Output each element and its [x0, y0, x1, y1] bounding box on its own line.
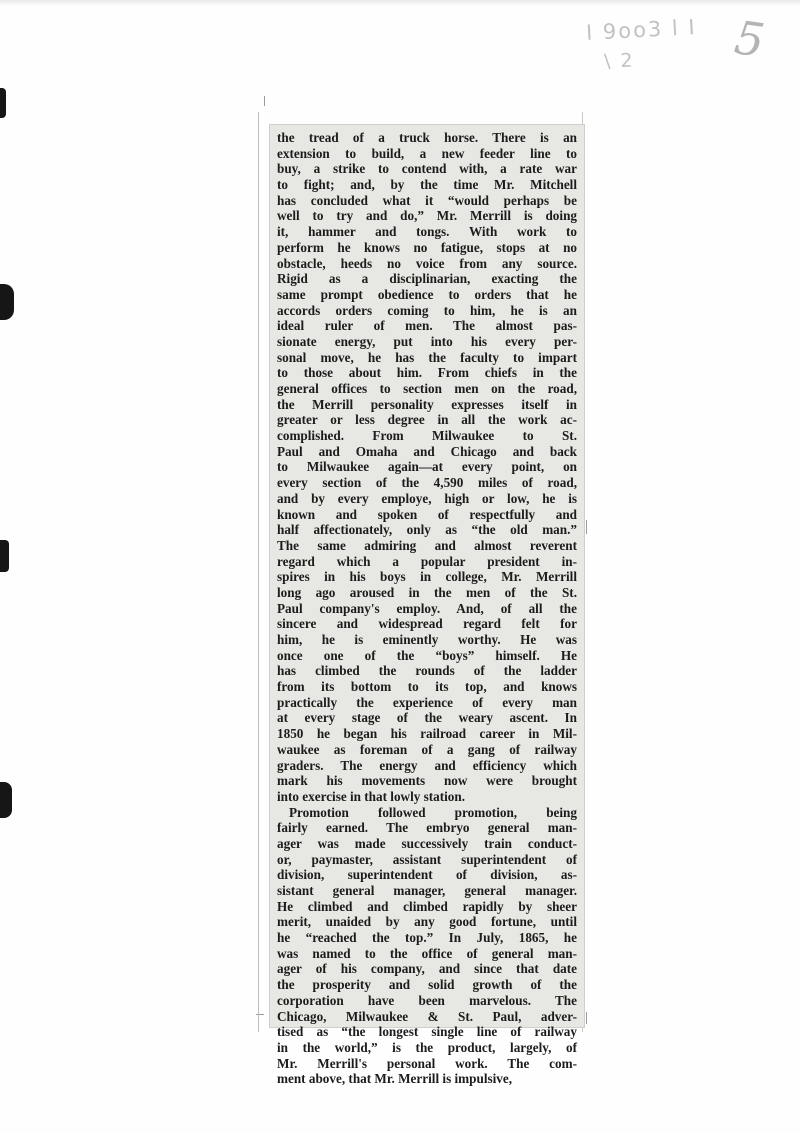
- article-line: general offices to section men on the road,: [277, 381, 577, 396]
- article-line: to fight; and, by the time Mr. Mitchell: [277, 177, 577, 193]
- article-line: half affectionately, only as “the old man.”: [277, 522, 577, 538]
- article-line: Rigid as a disciplinarian, exacting the: [277, 271, 577, 287]
- article-line: well to try and do,” Mr. Merrill is doing: [277, 208, 577, 224]
- scan-top-shadow: [0, 0, 800, 6]
- article-line: Promotion followed promotion, being: [289, 804, 577, 820]
- article-line: buy, a strike to contend with, a rate war: [277, 161, 577, 177]
- handwritten-page-number: 5: [731, 10, 768, 68]
- article-line: Mr. Merrill's personal work. The com-: [277, 1055, 577, 1071]
- binder-hole-mark: [0, 540, 9, 572]
- article-line: ideal ruler of men. The almost pas-: [277, 318, 577, 334]
- article-line: waukee as foreman of a gang of railway: [277, 741, 577, 757]
- scan-mark: [264, 96, 265, 106]
- article-line: at every stage of the weary ascent. In: [277, 710, 577, 726]
- article-line: division, superintendent of division, as-: [277, 867, 577, 883]
- article-line: and by every employe, high or low, he is: [277, 490, 577, 506]
- article-line: long ago aroused in the men of the St.: [277, 584, 577, 600]
- article-line: known and spoken of respectfully and: [277, 506, 577, 522]
- article-line: ment above, that Mr. Merrill is impulsive,: [277, 1071, 513, 1087]
- article-line: graders. The energy and efficiency which: [277, 757, 577, 773]
- article-line: Paul company's employ. And, of all the: [277, 600, 577, 616]
- article-line: he “reached the top.” In July, 1865, he: [277, 930, 577, 946]
- article-line: fairly earned. The embryo general man-: [277, 820, 577, 836]
- article-line: complished. From Milwaukee to St.: [277, 428, 577, 444]
- article-line: regard which a popular president in-: [277, 553, 577, 569]
- binder-hole-mark: [0, 782, 12, 818]
- article-column: [277, 130, 577, 1087]
- article-line: spires in his boys in college, Mr. Merrill: [277, 569, 577, 585]
- article-line: tised as “the longest single line of railway: [277, 1024, 577, 1040]
- article-line: has climbed the rounds of the ladder: [277, 663, 577, 679]
- pencil-catalog-note: I 9oo3 l I: [585, 15, 698, 45]
- newspaper-clipping: [269, 124, 585, 1087]
- article-line: was named to the office of general man-: [277, 945, 577, 961]
- article-line: practically the experience of every man: [277, 694, 577, 710]
- article-line: to Milwaukee again—at every point, on: [277, 459, 577, 475]
- article-line: every section of the 4,590 miles of road,: [277, 475, 577, 491]
- article-line: has concluded what it “would perhaps be: [277, 192, 577, 208]
- article-line: same prompt obedience to orders that he: [277, 286, 577, 302]
- article-line: sincere and widespread regard felt for: [277, 616, 577, 632]
- binder-hole-mark: [0, 88, 6, 118]
- pencil-catalog-subnote: \ 2: [603, 49, 635, 73]
- article-line: extension to build, a new feeder line to: [277, 145, 577, 161]
- article-line: to those about him. From chiefs in the: [277, 365, 577, 381]
- article-line: it, hammer and tongs. With work to: [277, 224, 577, 240]
- article-line: obstacle, heeds no voice from any source.: [277, 255, 577, 271]
- article-line: from its bottom to its top, and knows: [277, 679, 577, 695]
- article-line: sistant general manager, general manager.: [277, 883, 577, 898]
- article-line: the prosperity and solid growth of the: [277, 977, 577, 993]
- scan-mark: [586, 1012, 587, 1024]
- article-line: The same admiring and almost reverent: [277, 537, 577, 553]
- article-line: accords orders coming to him, he is an: [277, 302, 577, 318]
- article-line: or, paymaster, assistant superintendent of: [277, 851, 577, 867]
- binder-hole-mark: [0, 284, 14, 320]
- article-line: greater or less degree in all the work ac-: [277, 412, 577, 428]
- article-line: the Merrill personality expresses itself in: [277, 396, 577, 412]
- scan-mark: [586, 520, 587, 534]
- article-line: sonal move, he has the faculty to impart: [277, 349, 577, 365]
- article-line: Paul and Omaha and Chicago and back: [277, 443, 577, 459]
- article-line: into exercise in that lowly station.: [277, 788, 466, 804]
- article-line: merit, unaided by any good fortune, until: [277, 914, 577, 930]
- article-line: corporation have been marvelous. The: [277, 992, 577, 1008]
- article-line: the tread of a truck horse. There is an: [277, 130, 577, 145]
- article-line: Chicago, Milwaukee & St. Paul, adver-: [277, 1008, 577, 1024]
- article-line: him, he is eminently worthy. He was: [277, 632, 577, 647]
- article-line: 1850 he began his railroad career in Mil-: [277, 726, 577, 742]
- article-line: once one of the “boys” himself. He: [277, 647, 577, 663]
- article-line: in the world,” is the product, largely, of: [277, 1039, 577, 1055]
- clipping-left-edge: [258, 112, 259, 1032]
- article-line: sionate energy, put into his every per-: [277, 333, 577, 349]
- article-line: ager of his company, and since that date: [277, 961, 577, 977]
- article-line: ager was made successively train conduct-: [277, 835, 577, 851]
- article-line: perform he knows no fatigue, stops at no: [277, 239, 577, 255]
- article-line: mark his movements now were brought: [277, 773, 577, 789]
- article-line: He climbed and climbed rapidly by sheer: [277, 898, 577, 914]
